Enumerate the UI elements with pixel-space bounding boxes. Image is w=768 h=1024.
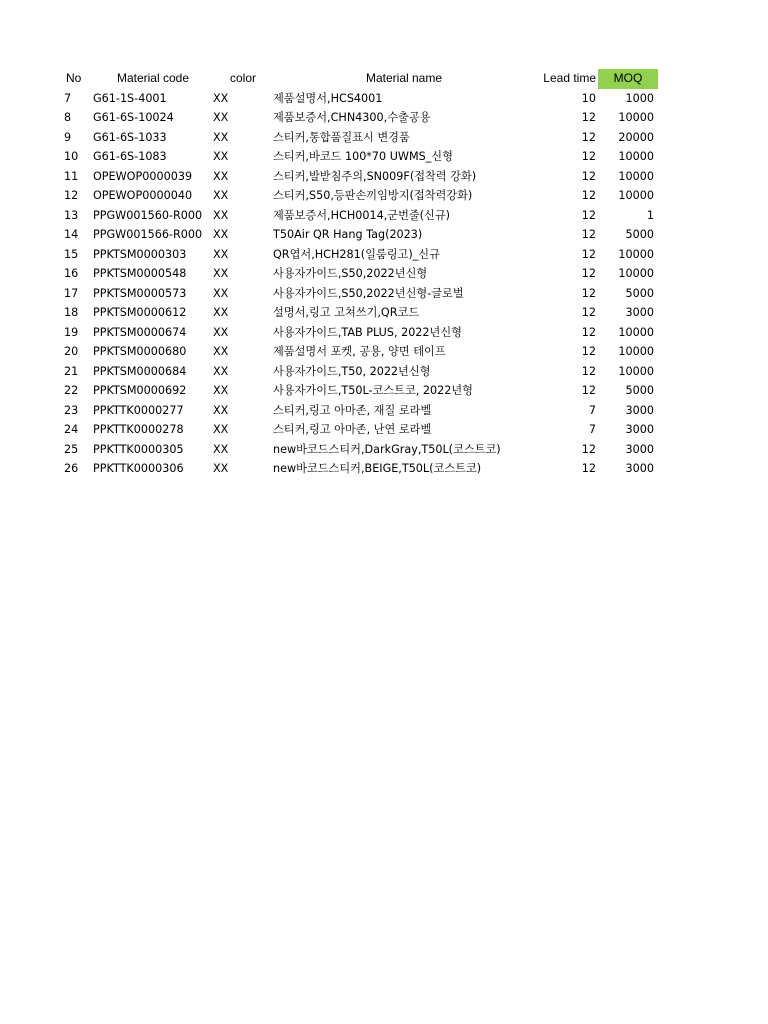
- table-row: [60, 381, 658, 401]
- table-row: [60, 264, 658, 284]
- cell-material-name[interactable]: 설명서,링고 고쳐쓰기,QR코드: [273, 306, 420, 319]
- cell-color[interactable]: XX: [213, 111, 229, 124]
- cell-material-name[interactable]: 스티커,링고 아마존, 난연 로라벨: [273, 423, 432, 436]
- cell-moq[interactable]: 5000: [625, 286, 654, 300]
- cell-no[interactable]: 12: [64, 189, 79, 202]
- cell-color[interactable]: XX: [213, 423, 229, 436]
- cell-material-code[interactable]: G61-6S-1033: [93, 130, 167, 144]
- table-row: [60, 459, 658, 479]
- cell-material-code[interactable]: PPKTSM0000684: [93, 364, 187, 378]
- cell-material-code[interactable]: G61-1S-4001: [93, 91, 167, 105]
- cell-no[interactable]: 10: [64, 150, 79, 163]
- cell-color[interactable]: XX: [213, 384, 229, 397]
- cell-material-name[interactable]: 사용자가이드,S50,2022년신형: [273, 267, 428, 280]
- cell-no[interactable]: 22: [64, 384, 79, 397]
- cell-color[interactable]: XX: [213, 286, 229, 300]
- cell-material-name[interactable]: 사용자가이드,TAB PLUS, 2022년신형: [273, 325, 462, 339]
- cell-color[interactable]: XX: [213, 189, 229, 202]
- cell-moq[interactable]: 3000: [625, 462, 654, 475]
- cell-material-name[interactable]: 스티커,S50,등판손끼임방지(접착력강화): [273, 189, 473, 202]
- cell-lead-time[interactable]: 12: [581, 306, 596, 319]
- cell-moq[interactable]: 10000: [618, 169, 654, 183]
- table-row: [60, 245, 658, 265]
- cell-moq[interactable]: 3000: [625, 423, 654, 436]
- cell-no[interactable]: 21: [64, 364, 79, 378]
- cell-moq[interactable]: 5000: [625, 228, 654, 241]
- header-material-name[interactable]: Material name: [365, 71, 443, 85]
- cell-no[interactable]: 11: [64, 169, 79, 183]
- header-lead-time[interactable]: Lead time: [543, 71, 596, 85]
- table-row: [60, 89, 658, 109]
- table-row: [60, 167, 658, 187]
- cell-moq[interactable]: 10000: [618, 247, 654, 261]
- cell-color[interactable]: XX: [213, 267, 229, 280]
- cell-lead-time[interactable]: 10: [581, 91, 596, 105]
- cell-lead-time[interactable]: 12: [581, 267, 596, 280]
- table-row: [60, 147, 658, 167]
- cell-moq[interactable]: 10000: [618, 267, 654, 280]
- table-row: [60, 342, 658, 362]
- table-row: [60, 108, 658, 128]
- cell-material-code[interactable]: PPKTSM0000680: [93, 345, 187, 358]
- cell-material-code[interactable]: G61-6S-1083: [93, 150, 167, 163]
- cell-lead-time[interactable]: 12: [581, 286, 596, 300]
- cell-material-name[interactable]: 제품보증서,CHN4300,수출공용: [273, 111, 431, 124]
- cell-color[interactable]: XX: [213, 364, 229, 378]
- cell-no[interactable]: 26: [64, 462, 79, 475]
- cell-moq[interactable]: 20000: [618, 130, 654, 144]
- cell-moq[interactable]: 10000: [618, 345, 654, 358]
- cell-material-code[interactable]: G61-6S-10024: [93, 111, 174, 124]
- cell-no[interactable]: 15: [64, 247, 79, 261]
- cell-material-code[interactable]: OPEWOP0000040: [93, 189, 193, 202]
- cell-material-code[interactable]: PPKTSM0000674: [93, 325, 187, 339]
- material-sheet: [60, 69, 652, 479]
- cell-material-name[interactable]: new바코드스티커,BEIGE,T50L(코스트코): [273, 462, 482, 475]
- cell-material-code[interactable]: PPKTSM0000692: [93, 384, 187, 397]
- cell-color[interactable]: XX: [213, 345, 229, 358]
- cell-color[interactable]: XX: [213, 462, 229, 475]
- cell-moq[interactable]: 10000: [618, 325, 654, 339]
- cell-no[interactable]: 16: [64, 267, 79, 280]
- table-row: [60, 186, 658, 206]
- cell-color[interactable]: XX: [213, 306, 229, 319]
- cell-material-code[interactable]: PPKTTK0000277: [93, 403, 184, 417]
- cell-lead-time[interactable]: 12: [581, 189, 596, 202]
- cell-lead-time[interactable]: 12: [581, 150, 596, 163]
- cell-material-code[interactable]: OPEWOP0000039: [93, 169, 193, 183]
- cell-material-code[interactable]: PPGW001560-R000: [93, 208, 203, 222]
- cell-material-code[interactable]: PPKTSM0000573: [93, 286, 187, 300]
- cell-no[interactable]: 23: [64, 403, 79, 417]
- cell-color[interactable]: XX: [213, 228, 229, 241]
- cell-lead-time[interactable]: 12: [581, 384, 596, 397]
- cell-lead-time[interactable]: 12: [581, 228, 596, 241]
- cell-moq[interactable]: 5000: [625, 384, 654, 397]
- cell-moq[interactable]: 10000: [618, 111, 654, 124]
- cell-lead-time[interactable]: 12: [581, 364, 596, 378]
- cell-no[interactable]: 7: [64, 91, 72, 105]
- cell-lead-time[interactable]: 12: [581, 130, 596, 144]
- cell-material-name[interactable]: 스티커,바코드 100*70 UWMS_신형: [273, 150, 453, 163]
- cell-material-name[interactable]: 사용자가이드,T50, 2022년신형: [273, 364, 431, 378]
- table-row: [60, 206, 658, 226]
- cell-no[interactable]: 9: [64, 130, 72, 144]
- cell-lead-time[interactable]: 12: [581, 462, 596, 475]
- cell-material-name[interactable]: 제품보증서,HCH0014,군번줄(신규): [273, 208, 451, 222]
- cell-lead-time[interactable]: 12: [581, 442, 596, 456]
- cell-no[interactable]: 24: [64, 423, 79, 436]
- cell-color[interactable]: XX: [213, 247, 229, 261]
- cell-material-code[interactable]: PPKTSM0000303: [93, 247, 187, 261]
- cell-lead-time[interactable]: 12: [581, 208, 596, 222]
- table-row: [60, 303, 658, 323]
- cell-material-name[interactable]: 사용자가이드,T50L-코스트코, 2022년형: [273, 384, 473, 397]
- cell-color[interactable]: XX: [213, 325, 229, 339]
- cell-lead-time[interactable]: 7: [588, 403, 596, 417]
- header-color[interactable]: color: [229, 71, 256, 85]
- cell-lead-time[interactable]: 7: [588, 423, 596, 436]
- cell-no[interactable]: 25: [64, 442, 79, 456]
- cell-no[interactable]: 14: [64, 228, 79, 241]
- cell-no[interactable]: 18: [64, 306, 79, 319]
- cell-moq[interactable]: 1000: [625, 91, 654, 105]
- cell-material-code[interactable]: PPKTTK0000305: [93, 442, 184, 456]
- table-row: [60, 401, 658, 421]
- cell-material-code[interactable]: PPKTTK0000306: [93, 462, 184, 475]
- cell-no[interactable]: 17: [64, 286, 79, 300]
- header-material-code[interactable]: Material code: [116, 71, 190, 85]
- header-no[interactable]: No: [66, 71, 82, 85]
- cell-material-name[interactable]: 스티커,통합품질표시 변경품: [273, 130, 410, 144]
- cell-moq[interactable]: 3000: [625, 306, 654, 319]
- cell-color[interactable]: XX: [213, 403, 229, 417]
- cell-lead-time[interactable]: 12: [581, 325, 596, 339]
- cell-moq[interactable]: 1: [646, 208, 654, 222]
- table-body: [60, 89, 658, 479]
- cell-no[interactable]: 19: [64, 325, 79, 339]
- header-row: [60, 69, 658, 89]
- cell-lead-time[interactable]: 12: [581, 345, 596, 358]
- table-row: [60, 420, 658, 440]
- cell-color[interactable]: XX: [213, 150, 229, 163]
- table-row: [60, 362, 658, 382]
- cell-moq[interactable]: 10000: [618, 364, 654, 378]
- cell-moq[interactable]: 3000: [625, 442, 654, 456]
- cell-color[interactable]: XX: [213, 91, 229, 105]
- table-row: [60, 128, 658, 148]
- cell-color[interactable]: XX: [213, 442, 229, 456]
- cell-no[interactable]: 13: [64, 208, 79, 222]
- cell-material-code[interactable]: PPKTSM0000612: [93, 306, 187, 319]
- table-row: [60, 323, 658, 343]
- header-moq[interactable]: MOQ: [598, 69, 658, 89]
- cell-no[interactable]: 8: [64, 111, 72, 124]
- cell-material-code[interactable]: PPKTSM0000548: [93, 267, 187, 280]
- cell-material-name[interactable]: 제품설명서,HCS4001: [273, 91, 383, 105]
- cell-material-name[interactable]: 사용자가이드,S50,2022년신형-글로벌: [273, 286, 464, 300]
- cell-material-name[interactable]: QR엽서,HCH281(일룸링고)_신규: [273, 247, 440, 261]
- cell-material-name[interactable]: 스티커,링고 아마존, 재질 로라벨: [273, 403, 432, 417]
- cell-color[interactable]: XX: [213, 208, 229, 222]
- cell-moq[interactable]: 3000: [625, 403, 654, 417]
- table-row: [60, 225, 658, 245]
- cell-material-name[interactable]: 스티커,발받침주의,SN009F(접착력 강화): [273, 169, 477, 183]
- cell-material-name[interactable]: 제품설명서 포켓, 공용, 양면 테이프: [273, 345, 446, 358]
- cell-no[interactable]: 20: [64, 345, 79, 358]
- cell-color[interactable]: XX: [213, 169, 229, 183]
- cell-material-code[interactable]: PPKTTK0000278: [93, 423, 184, 436]
- cell-lead-time[interactable]: 12: [581, 111, 596, 124]
- table-row: [60, 440, 658, 460]
- cell-lead-time[interactable]: 12: [581, 247, 596, 261]
- cell-color[interactable]: XX: [213, 130, 229, 144]
- material-table: [60, 69, 658, 479]
- cell-lead-time[interactable]: 12: [581, 169, 596, 183]
- cell-moq[interactable]: 10000: [618, 189, 654, 202]
- cell-material-name[interactable]: T50Air QR Hang Tag(2023): [273, 228, 423, 241]
- cell-material-code[interactable]: PPGW001566-R000: [93, 228, 203, 241]
- table-row: [60, 284, 658, 304]
- cell-material-name[interactable]: new바코드스티커,DarkGray,T50L(코스트코): [273, 442, 501, 456]
- cell-moq[interactable]: 10000: [618, 150, 654, 163]
